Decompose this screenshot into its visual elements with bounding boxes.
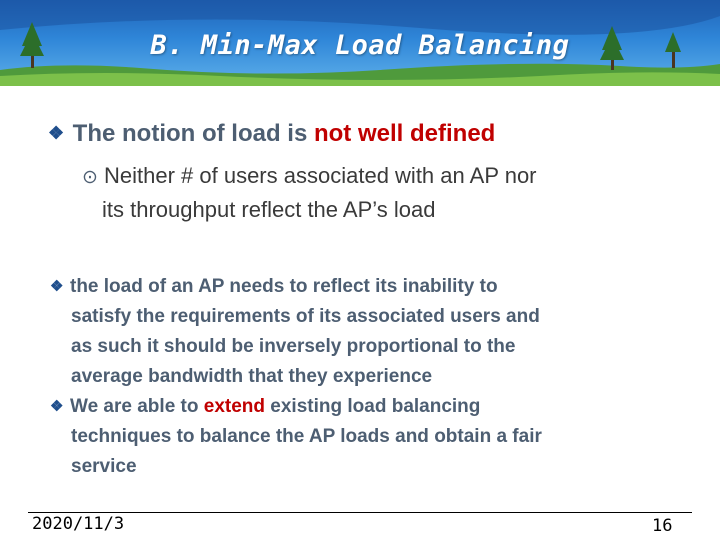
sub-bullet-line: its throughput reflect the AP’s load [102, 197, 436, 222]
page-number: 16 [652, 516, 673, 536]
footer-date: 2020/11/3 [32, 514, 125, 534]
bullet-notion-of-load [48, 120, 495, 148]
slide-title: B. Min-Max Load Balancing [150, 30, 570, 61]
header-banner [0, 0, 720, 86]
bullet-line: as such it should be inversely proportional to the [71, 336, 516, 357]
bullet-line: service [71, 456, 137, 477]
diamond-bullet-icon: ❖ [50, 398, 64, 415]
highlight-text: extend [203, 396, 266, 417]
bullet-text: We are able to [70, 396, 204, 417]
highlight-text: not well defined [313, 120, 496, 147]
diamond-bullet-icon: ❖ [48, 123, 65, 143]
diamond-bullet-icon: ❖ [50, 278, 64, 295]
footer-divider [28, 512, 692, 513]
bullet-line: the load of an AP needs to reflect its inability to [70, 276, 498, 297]
bullet-text: existing load balancing [265, 396, 481, 417]
sub-bullet-line: Neither # of users associated with an AP nor [104, 163, 537, 188]
bullet-extend-balancing [50, 392, 690, 482]
bullet-line: satisfy the requirements of its associated users and [71, 306, 540, 327]
bullet-line: techniques to balance the AP loads and obtain a fair [71, 426, 542, 447]
bullet-line: average bandwidth that they experience [71, 366, 433, 387]
circled-dot-bullet-icon: ⊙ [82, 167, 98, 188]
sub-bullet-neither-users [82, 160, 682, 226]
bullet-text: The notion of load is [72, 120, 314, 147]
bullet-load-of-ap [50, 272, 690, 392]
